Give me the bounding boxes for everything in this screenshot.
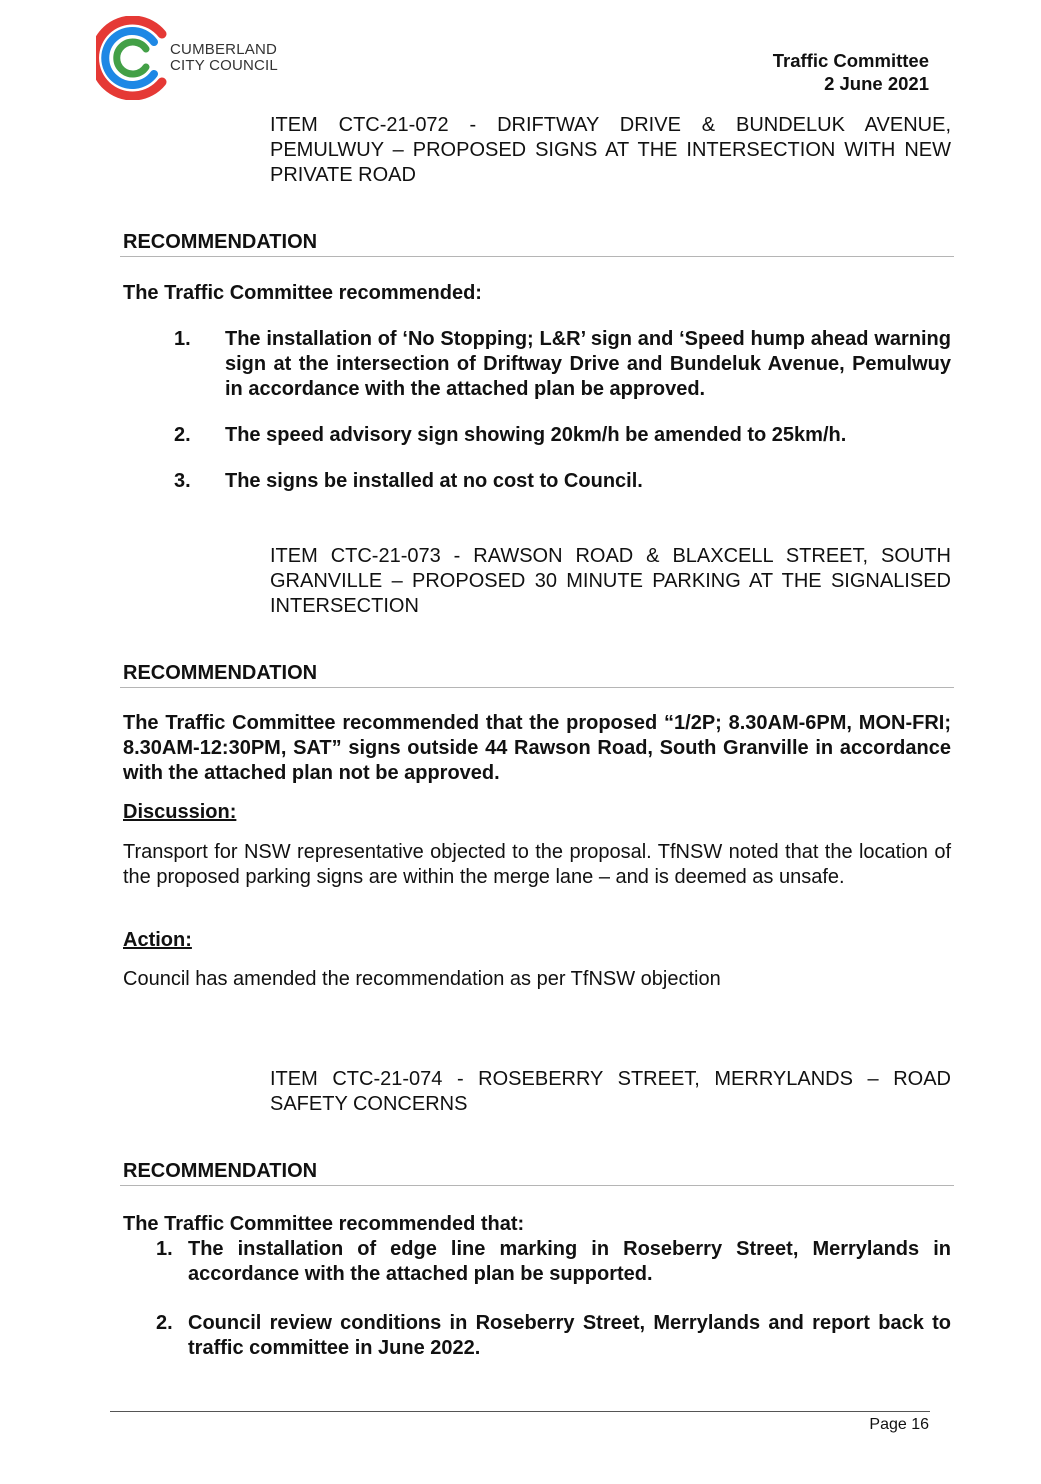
recommendation-intro: The Traffic Committee recommended that:: [123, 1213, 525, 1235]
logo-rings-icon: [96, 16, 168, 100]
discussion-text: Transport for NSW representative objected to the proposal. TfNSW noted that the location of the proposed parking signs are within the merge lane – and is deemed as unsafe.: [123, 841, 951, 888]
meeting-date: 2 June 2021: [824, 73, 929, 94]
section-divider: [120, 687, 954, 688]
document-header: [773, 49, 929, 95]
footer-divider: [110, 1411, 930, 1412]
action-heading: Action:: [123, 929, 192, 951]
item-title-ctc-21-072: ITEM CTC-21-072 - DRIFTWAY DRIVE & BUNDELUK AVENUE, PEMULWUY – PROPOSED SIGNS AT THE INTERSECTION WITH NEW PRIVATE ROAD: [270, 114, 951, 186]
item-title-ctc-21-074: ITEM CTC-21-074 - ROSEBERRY STREET, MERRYLANDS – ROAD SAFETY CONCERNS: [270, 1068, 951, 1115]
recommendation-intro: The Traffic Committee recommended:: [123, 282, 482, 304]
section-divider: [120, 1185, 954, 1186]
recommendation-heading: RECOMMENDATION: [123, 662, 318, 684]
action-text: Council has amended the recommendation as per TfNSW objection: [123, 968, 721, 990]
item-title-ctc-21-073: ITEM CTC-21-073 - RAWSON ROAD & BLAXCELL STREET, SOUTH GRANVILLE – PROPOSED 30 MINUTE PARKING AT THE SIGNALISED INTERSECTION: [270, 545, 951, 617]
recommendation-text: The Traffic Committee recommended that the proposed “1/2P; 8.30AM-6PM, MON-FRI; 8.30AM-12:30PM, SAT” signs outside 44 Rawson Road, South Granville in accordance with the attached plan not be approved.: [123, 712, 951, 784]
recommendation-heading: RECOMMENDATION: [123, 231, 318, 253]
cumberland-logo: [96, 16, 296, 100]
page-number: Page 16: [869, 1416, 929, 1433]
logo-text: CUMBERLAND CITY COUNCIL: [170, 41, 278, 74]
recommendation-heading: RECOMMENDATION: [123, 1160, 318, 1182]
section-divider: [120, 256, 954, 257]
committee-name: Traffic Committee: [772, 50, 929, 71]
discussion-heading: Discussion:: [123, 801, 237, 823]
